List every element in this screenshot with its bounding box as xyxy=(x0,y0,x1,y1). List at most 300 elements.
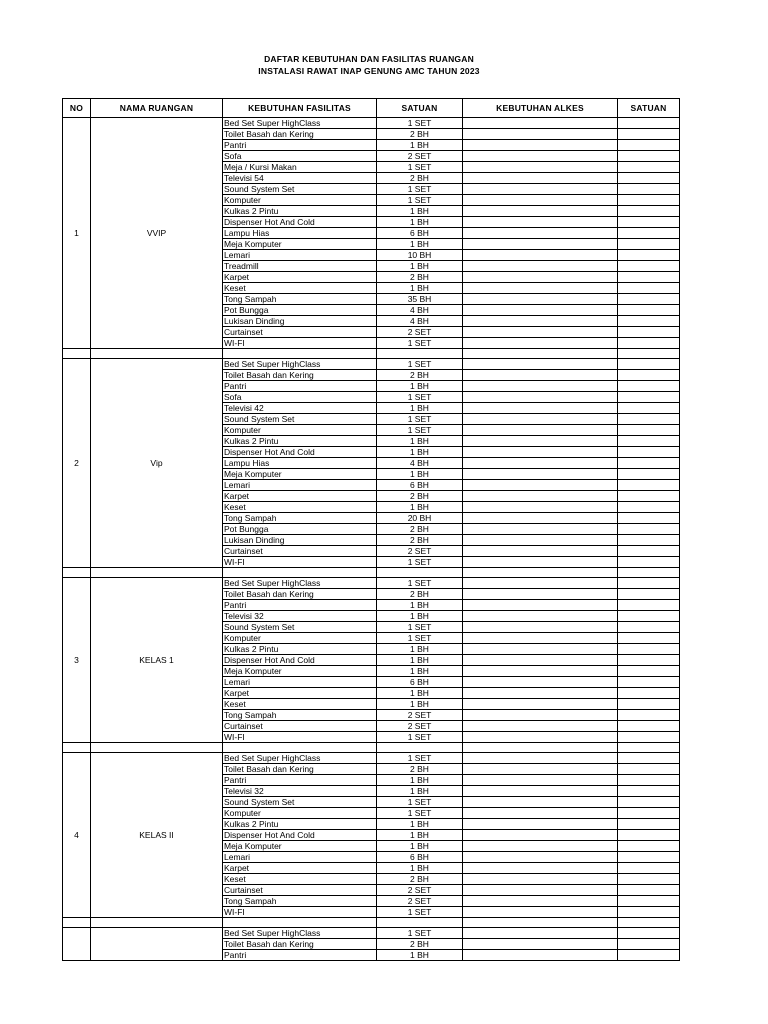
alkes-cell xyxy=(463,885,618,896)
alkes-cell xyxy=(463,633,618,644)
facility-name: Bed Set Super HighClass xyxy=(223,578,377,589)
facility-unit: 1 SET xyxy=(377,732,463,743)
facility-name: Karpet xyxy=(223,272,377,283)
facility-name: Toilet Basah dan Kering xyxy=(223,370,377,381)
alkes-cell xyxy=(463,469,618,480)
alkes-unit-cell xyxy=(618,359,680,370)
alkes-cell xyxy=(463,808,618,819)
empty-cell xyxy=(63,918,91,928)
facility-unit: 2 BH xyxy=(377,272,463,283)
room-number: 3 xyxy=(63,578,91,743)
facility-unit: 4 BH xyxy=(377,458,463,469)
facility-unit: 1 SET xyxy=(377,338,463,349)
table-row xyxy=(63,578,680,589)
empty-cell xyxy=(377,743,463,753)
facility-unit: 1 BH xyxy=(377,447,463,458)
facility-unit: 2 BH xyxy=(377,535,463,546)
table-row xyxy=(63,359,680,370)
alkes-cell xyxy=(463,425,618,436)
facility-unit: 1 BH xyxy=(377,469,463,480)
alkes-cell xyxy=(463,732,618,743)
facility-name: Lukisan Dinding xyxy=(223,316,377,327)
alkes-unit-cell xyxy=(618,162,680,173)
alkes-unit-cell xyxy=(618,469,680,480)
empty-cell xyxy=(463,568,618,578)
alkes-cell xyxy=(463,381,618,392)
facility-name: Lemari xyxy=(223,852,377,863)
facility-unit: 2 SET xyxy=(377,710,463,721)
alkes-unit-cell xyxy=(618,458,680,469)
facility-name: Meja / Kursi Makan xyxy=(223,162,377,173)
room-number xyxy=(63,928,91,961)
facility-unit: 1 BH xyxy=(377,600,463,611)
alkes-unit-cell xyxy=(618,622,680,633)
facility-unit: 1 SET xyxy=(377,907,463,918)
facility-name: Bed Set Super HighClass xyxy=(223,359,377,370)
alkes-cell xyxy=(463,239,618,250)
table-row xyxy=(63,928,680,939)
alkes-cell xyxy=(463,589,618,600)
empty-cell xyxy=(63,568,91,578)
alkes-unit-cell xyxy=(618,118,680,129)
group-separator-row xyxy=(63,568,680,578)
alkes-cell xyxy=(463,830,618,841)
facility-unit: 4 BH xyxy=(377,316,463,327)
alkes-unit-cell xyxy=(618,535,680,546)
empty-cell xyxy=(223,349,377,359)
facility-unit: 1 BH xyxy=(377,261,463,272)
alkes-cell xyxy=(463,655,618,666)
facility-name: Curtainset xyxy=(223,721,377,732)
facility-name: Dispenser Hot And Cold xyxy=(223,217,377,228)
alkes-unit-cell xyxy=(618,338,680,349)
alkes-cell xyxy=(463,206,618,217)
facility-unit: 1 BH xyxy=(377,217,463,228)
alkes-cell xyxy=(463,819,618,830)
alkes-unit-cell xyxy=(618,764,680,775)
empty-cell xyxy=(618,918,680,928)
facility-unit: 2 SET xyxy=(377,896,463,907)
alkes-unit-cell xyxy=(618,327,680,338)
facility-name: Tong Sampah xyxy=(223,513,377,524)
facility-name: Toilet Basah dan Kering xyxy=(223,129,377,140)
facility-unit: 2 BH xyxy=(377,524,463,535)
facility-unit: 1 BH xyxy=(377,644,463,655)
alkes-cell xyxy=(463,447,618,458)
alkes-cell xyxy=(463,195,618,206)
alkes-cell xyxy=(463,480,618,491)
facility-name: Dispenser Hot And Cold xyxy=(223,447,377,458)
alkes-unit-cell xyxy=(618,491,680,502)
alkes-cell xyxy=(463,644,618,655)
alkes-cell xyxy=(463,217,618,228)
alkes-cell xyxy=(463,546,618,557)
facility-name: Sofa xyxy=(223,151,377,162)
alkes-unit-cell xyxy=(618,808,680,819)
header-satuan: SATUAN xyxy=(377,99,463,118)
alkes-cell xyxy=(463,261,618,272)
facility-name: Keset xyxy=(223,283,377,294)
facility-unit: 2 BH xyxy=(377,173,463,184)
alkes-cell xyxy=(463,305,618,316)
facility-name: Dispenser Hot And Cold xyxy=(223,655,377,666)
alkes-cell xyxy=(463,666,618,677)
facility-unit: 2 SET xyxy=(377,721,463,732)
facility-name: Meja Komputer xyxy=(223,239,377,250)
document-title-line1: DAFTAR KEBUTUHAN DAN FASILITAS RUANGAN xyxy=(264,54,474,64)
alkes-unit-cell xyxy=(618,950,680,961)
empty-cell xyxy=(223,568,377,578)
facility-unit: 1 SET xyxy=(377,808,463,819)
empty-cell xyxy=(618,568,680,578)
alkes-cell xyxy=(463,370,618,381)
alkes-cell xyxy=(463,316,618,327)
facility-name: Pantri xyxy=(223,140,377,151)
facility-name: Televisi 32 xyxy=(223,611,377,622)
alkes-cell xyxy=(463,928,618,939)
facility-name: Lampu Hias xyxy=(223,458,377,469)
empty-cell xyxy=(63,743,91,753)
alkes-cell xyxy=(463,611,618,622)
alkes-cell xyxy=(463,557,618,568)
room-name: KELAS II xyxy=(91,753,223,918)
facility-unit: 1 BH xyxy=(377,699,463,710)
alkes-unit-cell xyxy=(618,666,680,677)
facility-unit: 35 BH xyxy=(377,294,463,305)
alkes-cell xyxy=(463,184,618,195)
alkes-cell xyxy=(463,228,618,239)
alkes-cell xyxy=(463,327,618,338)
facility-unit: 2 BH xyxy=(377,129,463,140)
alkes-unit-cell xyxy=(618,173,680,184)
alkes-unit-cell xyxy=(618,228,680,239)
facility-unit: 1 SET xyxy=(377,622,463,633)
alkes-cell xyxy=(463,118,618,129)
facility-name: Toilet Basah dan Kering xyxy=(223,589,377,600)
facility-name: Curtainset xyxy=(223,546,377,557)
facility-name: Tong Sampah xyxy=(223,294,377,305)
facility-unit: 1 BH xyxy=(377,403,463,414)
facility-unit: 2 SET xyxy=(377,327,463,338)
facility-unit: 1 SET xyxy=(377,753,463,764)
empty-cell xyxy=(377,349,463,359)
alkes-cell xyxy=(463,414,618,425)
empty-cell xyxy=(463,743,618,753)
facility-unit: 2 BH xyxy=(377,939,463,950)
alkes-unit-cell xyxy=(618,644,680,655)
header-no: NO xyxy=(63,99,91,118)
facility-unit: 1 SET xyxy=(377,414,463,425)
facilities-table xyxy=(62,98,680,961)
alkes-cell xyxy=(463,753,618,764)
alkes-unit-cell xyxy=(618,874,680,885)
alkes-unit-cell xyxy=(618,600,680,611)
alkes-unit-cell xyxy=(618,217,680,228)
facility-unit: 1 BH xyxy=(377,436,463,447)
facility-name: Pantri xyxy=(223,950,377,961)
alkes-unit-cell xyxy=(618,699,680,710)
header-kebutuhan-alkes: KEBUTUHAN ALKES xyxy=(463,99,618,118)
room-name: KELAS 1 xyxy=(91,578,223,743)
facility-unit: 1 BH xyxy=(377,502,463,513)
alkes-cell xyxy=(463,786,618,797)
facility-name: Komputer xyxy=(223,425,377,436)
facility-name: WI-FI xyxy=(223,338,377,349)
alkes-cell xyxy=(463,907,618,918)
empty-cell xyxy=(63,349,91,359)
alkes-cell xyxy=(463,688,618,699)
facility-name: Treadmill xyxy=(223,261,377,272)
alkes-unit-cell xyxy=(618,239,680,250)
facility-unit: 2 BH xyxy=(377,491,463,502)
alkes-unit-cell xyxy=(618,633,680,644)
alkes-unit-cell xyxy=(618,863,680,874)
facility-name: Curtainset xyxy=(223,327,377,338)
facility-unit: 1 BH xyxy=(377,206,463,217)
facility-unit: 2 SET xyxy=(377,885,463,896)
alkes-unit-cell xyxy=(618,305,680,316)
alkes-cell xyxy=(463,863,618,874)
facility-name: Komputer xyxy=(223,633,377,644)
alkes-cell xyxy=(463,600,618,611)
alkes-unit-cell xyxy=(618,775,680,786)
facility-name: Lukisan Dinding xyxy=(223,535,377,546)
empty-cell xyxy=(618,743,680,753)
facility-unit: 10 BH xyxy=(377,250,463,261)
facility-unit: 1 SET xyxy=(377,359,463,370)
alkes-unit-cell xyxy=(618,436,680,447)
facility-name: Bed Set Super HighClass xyxy=(223,118,377,129)
facility-name: Pantri xyxy=(223,600,377,611)
facility-name: Toilet Basah dan Kering xyxy=(223,764,377,775)
facility-name: Curtainset xyxy=(223,885,377,896)
facility-unit: 1 BH xyxy=(377,950,463,961)
alkes-unit-cell xyxy=(618,710,680,721)
facility-name: Televisi 32 xyxy=(223,786,377,797)
facility-name: Keset xyxy=(223,502,377,513)
alkes-cell xyxy=(463,874,618,885)
alkes-unit-cell xyxy=(618,907,680,918)
alkes-unit-cell xyxy=(618,425,680,436)
alkes-unit-cell xyxy=(618,140,680,151)
facility-name: Pot Bungga xyxy=(223,305,377,316)
facility-unit: 1 BH xyxy=(377,786,463,797)
alkes-unit-cell xyxy=(618,129,680,140)
alkes-unit-cell xyxy=(618,721,680,732)
alkes-unit-cell xyxy=(618,677,680,688)
alkes-cell xyxy=(463,677,618,688)
facility-unit: 1 BH xyxy=(377,819,463,830)
alkes-cell xyxy=(463,896,618,907)
facility-name: Keset xyxy=(223,874,377,885)
facility-name: Dispenser Hot And Cold xyxy=(223,830,377,841)
alkes-unit-cell xyxy=(618,786,680,797)
facility-name: Meja Komputer xyxy=(223,666,377,677)
facility-name: Kulkas 2 Pintu xyxy=(223,436,377,447)
group-separator-row xyxy=(63,743,680,753)
room-number: 1 xyxy=(63,118,91,349)
alkes-cell xyxy=(463,491,618,502)
alkes-cell xyxy=(463,392,618,403)
empty-cell xyxy=(91,568,223,578)
facility-unit: 1 SET xyxy=(377,184,463,195)
alkes-unit-cell xyxy=(618,928,680,939)
alkes-unit-cell xyxy=(618,732,680,743)
alkes-cell xyxy=(463,721,618,732)
alkes-unit-cell xyxy=(618,841,680,852)
facility-unit: 1 SET xyxy=(377,928,463,939)
alkes-unit-cell xyxy=(618,184,680,195)
facility-unit: 2 BH xyxy=(377,370,463,381)
alkes-cell xyxy=(463,151,618,162)
facility-name: Meja Komputer xyxy=(223,469,377,480)
facility-name: Sound System Set xyxy=(223,184,377,195)
facility-name: Sound System Set xyxy=(223,622,377,633)
facility-unit: 1 SET xyxy=(377,392,463,403)
facility-unit: 6 BH xyxy=(377,852,463,863)
alkes-unit-cell xyxy=(618,688,680,699)
facility-name: Karpet xyxy=(223,863,377,874)
alkes-cell xyxy=(463,250,618,261)
empty-cell xyxy=(377,568,463,578)
facility-unit: 2 BH xyxy=(377,874,463,885)
facility-name: Toilet Basah dan Kering xyxy=(223,939,377,950)
facility-name: Tong Sampah xyxy=(223,710,377,721)
facility-name: WI-FI xyxy=(223,557,377,568)
facility-name: Keset xyxy=(223,699,377,710)
empty-cell xyxy=(91,918,223,928)
facility-unit: 1 BH xyxy=(377,611,463,622)
empty-cell xyxy=(91,349,223,359)
facility-unit: 2 BH xyxy=(377,764,463,775)
alkes-cell xyxy=(463,841,618,852)
facility-name: Karpet xyxy=(223,688,377,699)
facility-unit: 1 BH xyxy=(377,775,463,786)
alkes-unit-cell xyxy=(618,830,680,841)
alkes-unit-cell xyxy=(618,381,680,392)
facility-unit: 1 SET xyxy=(377,797,463,808)
facility-unit: 1 BH xyxy=(377,655,463,666)
group-separator-row xyxy=(63,349,680,359)
table-row xyxy=(63,753,680,764)
facility-unit: 6 BH xyxy=(377,480,463,491)
alkes-cell xyxy=(463,129,618,140)
facility-name: Pantri xyxy=(223,775,377,786)
facility-name: Kulkas 2 Pintu xyxy=(223,206,377,217)
facility-unit: 1 SET xyxy=(377,195,463,206)
facility-unit: 1 SET xyxy=(377,425,463,436)
alkes-cell xyxy=(463,359,618,370)
alkes-unit-cell xyxy=(618,513,680,524)
facility-unit: 1 SET xyxy=(377,118,463,129)
alkes-unit-cell xyxy=(618,852,680,863)
alkes-cell xyxy=(463,338,618,349)
facility-name: Lemari xyxy=(223,250,377,261)
alkes-unit-cell xyxy=(618,557,680,568)
alkes-unit-cell xyxy=(618,480,680,491)
facility-unit: 2 SET xyxy=(377,546,463,557)
facility-unit: 1 SET xyxy=(377,633,463,644)
facility-name: Komputer xyxy=(223,195,377,206)
alkes-unit-cell xyxy=(618,896,680,907)
facility-name: Lemari xyxy=(223,480,377,491)
alkes-cell xyxy=(463,622,618,633)
empty-cell xyxy=(618,349,680,359)
alkes-cell xyxy=(463,294,618,305)
alkes-unit-cell xyxy=(618,414,680,425)
room-name: VVIP xyxy=(91,118,223,349)
facility-name: WI-FI xyxy=(223,907,377,918)
alkes-cell xyxy=(463,272,618,283)
alkes-cell xyxy=(463,436,618,447)
alkes-unit-cell xyxy=(618,611,680,622)
alkes-cell xyxy=(463,939,618,950)
alkes-unit-cell xyxy=(618,272,680,283)
facility-unit: 1 BH xyxy=(377,841,463,852)
room-name xyxy=(91,928,223,961)
alkes-cell xyxy=(463,140,618,151)
table-header-row xyxy=(63,99,680,118)
facility-unit: 1 BH xyxy=(377,830,463,841)
facility-unit: 1 BH xyxy=(377,140,463,151)
alkes-unit-cell xyxy=(618,316,680,327)
alkes-cell xyxy=(463,852,618,863)
alkes-unit-cell xyxy=(618,819,680,830)
alkes-cell xyxy=(463,797,618,808)
empty-cell xyxy=(377,918,463,928)
alkes-unit-cell xyxy=(618,283,680,294)
facility-name: Kulkas 2 Pintu xyxy=(223,644,377,655)
alkes-cell xyxy=(463,403,618,414)
alkes-cell xyxy=(463,502,618,513)
facility-unit: 2 SET xyxy=(377,151,463,162)
alkes-unit-cell xyxy=(618,578,680,589)
alkes-cell xyxy=(463,283,618,294)
alkes-unit-cell xyxy=(618,370,680,381)
empty-cell xyxy=(223,743,377,753)
facility-name: Bed Set Super HighClass xyxy=(223,753,377,764)
facility-unit: 1 BH xyxy=(377,381,463,392)
header-satuan-alkes: SATUAN xyxy=(618,99,680,118)
facility-unit: 1 BH xyxy=(377,666,463,677)
alkes-unit-cell xyxy=(618,403,680,414)
alkes-cell xyxy=(463,535,618,546)
alkes-unit-cell xyxy=(618,885,680,896)
table-body xyxy=(63,118,680,961)
facility-unit: 1 SET xyxy=(377,162,463,173)
alkes-unit-cell xyxy=(618,502,680,513)
alkes-cell xyxy=(463,710,618,721)
empty-cell xyxy=(463,918,618,928)
alkes-cell xyxy=(463,578,618,589)
facility-unit: 1 BH xyxy=(377,863,463,874)
alkes-unit-cell xyxy=(618,261,680,272)
facility-name: Televisi 54 xyxy=(223,173,377,184)
alkes-cell xyxy=(463,950,618,961)
alkes-unit-cell xyxy=(618,294,680,305)
facility-unit: 6 BH xyxy=(377,228,463,239)
facility-unit: 4 BH xyxy=(377,305,463,316)
alkes-unit-cell xyxy=(618,655,680,666)
header-kebutuhan-fasilitas: KEBUTUHAN FASILITAS xyxy=(223,99,377,118)
facility-unit: 1 SET xyxy=(377,557,463,568)
alkes-unit-cell xyxy=(618,151,680,162)
facility-name: Lemari xyxy=(223,677,377,688)
facility-name: Sofa xyxy=(223,392,377,403)
alkes-unit-cell xyxy=(618,524,680,535)
alkes-unit-cell xyxy=(618,447,680,458)
facility-unit: 1 BH xyxy=(377,283,463,294)
